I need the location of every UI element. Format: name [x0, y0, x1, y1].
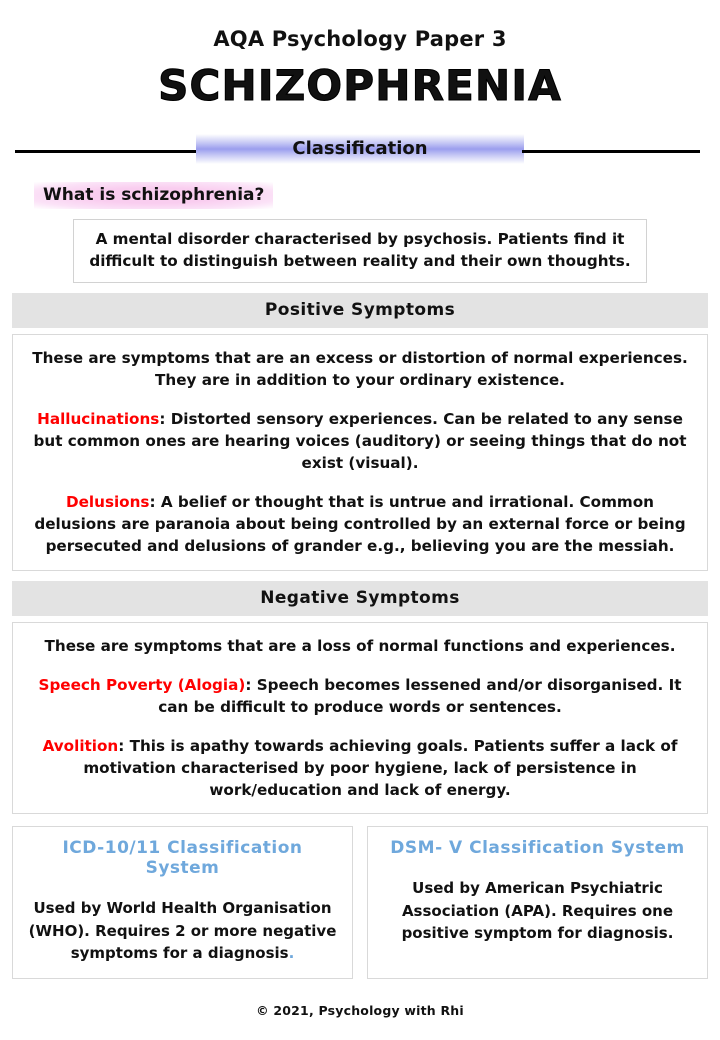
card-icd-period: .	[288, 944, 295, 963]
topic-banner-row	[0, 134, 720, 168]
term-separator: :	[159, 410, 171, 429]
section-header-negative: Negative Symptoms	[12, 581, 708, 616]
topic-banner: Classification	[196, 134, 524, 164]
page-title: SCHIZOPHRENIA	[158, 61, 562, 110]
term-delusions: Delusions	[66, 493, 150, 512]
card-icd-title: ICD-10/11 Classification System	[62, 837, 303, 879]
term-text: A belief or thought that is untrue and irrational. Common delusions are paranoia about being controlled by an external force or being persecuted and delusions of grander e.g., believing you are the messiah.	[34, 493, 686, 556]
negative-item-avolition	[29, 735, 691, 801]
divider-left	[15, 150, 197, 153]
question-highlight: What is schizophrenia?	[34, 182, 273, 209]
positive-symptoms-box	[12, 334, 708, 570]
card-icd-body	[25, 897, 340, 965]
negative-intro: These are symptoms that are a loss of normal functions and experiences.	[44, 636, 676, 655]
footer-copyright: © 2021, Psychology with Rhi	[256, 1003, 464, 1018]
negative-symptoms-box	[12, 622, 708, 814]
card-icd	[12, 826, 353, 979]
positive-intro: These are symptoms that are an excess or distortion of normal experiences. They are in addition to your ordinary existence.	[32, 349, 688, 390]
card-dsm-text: Used by American Psychiatric Association (APA). Requires one positive symptom for diagnosis.	[401, 879, 674, 943]
positive-item-delusions	[29, 491, 691, 557]
positive-item-hallucinations	[29, 408, 691, 474]
divider-right	[522, 150, 700, 153]
subject-line: AQA Psychology Paper 3	[213, 27, 507, 51]
definition-box: A mental disorder characterised by psychosis. Patients find it difficult to distinguish between reality and their own thoughts.	[73, 219, 647, 283]
card-dsm-title: DSM- V Classification System	[390, 837, 685, 858]
negative-item-speech-poverty	[29, 674, 691, 718]
question-wrap	[0, 182, 720, 209]
section-header-positive: Positive Symptoms	[12, 293, 708, 328]
term-text: Speech becomes lessened and/or disorganised. It can be difficult to produce words or sentences.	[158, 675, 682, 716]
card-icd-text: Used by World Health Organisation (WHO). Requires 2 or more negative symptoms for a diagnosis	[28, 899, 337, 963]
card-dsm	[367, 826, 708, 979]
card-dsm-body	[380, 877, 695, 945]
term-text: This is apathy towards achieving goals. Patients suffer a lack of motivation characterised by poor hygiene, lack of persistence in work/education and lack of energy.	[83, 736, 678, 799]
term-text: Distorted sensory experiences. Can be related to any sense but common ones are hearing voices (auditory) or seeing things that do not exist (visual).	[33, 410, 687, 473]
term-speech-poverty: Speech Poverty (Alogia)	[38, 675, 246, 694]
term-hallucinations: Hallucinations	[37, 410, 160, 429]
classification-systems	[12, 826, 708, 979]
term-separator: :	[149, 493, 161, 512]
term-separator: :	[118, 736, 130, 755]
term-separator: :	[245, 675, 257, 694]
term-avolition: Avolition	[42, 736, 119, 755]
